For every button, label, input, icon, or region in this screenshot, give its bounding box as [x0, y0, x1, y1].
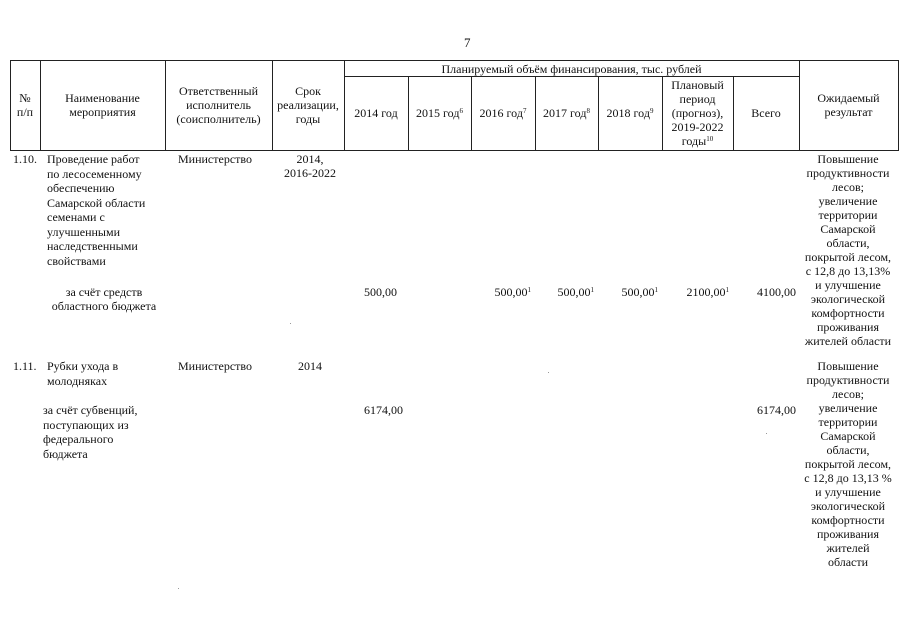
- header-name: Наименование мероприятия: [65, 91, 140, 119]
- header-financing-group: Планируемый объём финансирования, тыс. рублей: [441, 62, 702, 76]
- row-1-10-2018: 500,00$^1$: [621, 285, 658, 299]
- header-total: Всего: [751, 106, 781, 120]
- scan-speck: [548, 372, 549, 373]
- row-1-10-2016: 500,00$^1$: [494, 285, 531, 299]
- table-top-border: [10, 60, 899, 61]
- row-1-11-source: за счёт субвенций, поступающих из федерального бюджета: [43, 403, 138, 461]
- row-1-10-source: за счёт средств областного бюджета: [51, 285, 157, 313]
- row-1-11-2014: 6174,00: [364, 403, 403, 417]
- row-1-11-term: 2014: [298, 359, 322, 373]
- row-1-10-name: Проведение работ по лесосеменному обеспечению Самарской области семенами с улучшенными наследственными свойствами: [47, 152, 146, 268]
- header-2015: 2015 год$^6$: [416, 106, 463, 120]
- row-1-11-responsible: Министерство: [178, 359, 252, 373]
- header-term: Срок реализации, годы: [277, 84, 339, 126]
- header-2017: 2017 год$^8$: [543, 106, 590, 120]
- row-1-10-2017: 500,00$^1$: [557, 285, 594, 299]
- row-1-10-2014: 500,00: [364, 285, 397, 299]
- header-responsible: Ответственный исполнитель (соисполнитель): [176, 84, 261, 126]
- header-2018: 2018 год$^9$: [606, 106, 654, 120]
- scan-speck: [178, 588, 179, 589]
- scan-speck: [290, 323, 291, 324]
- financing-group-divider: [344, 76, 799, 77]
- header-result: Ожидаемый результат: [817, 91, 880, 119]
- row-1-11-num: 1.11.: [13, 359, 37, 373]
- row-1-10-term: 2014, 2016-2022: [284, 152, 336, 180]
- header-num: № п/п: [16, 91, 34, 119]
- header-2016: 2016 год$^7$: [479, 106, 527, 120]
- row-1-10-responsible: Министерство: [178, 152, 252, 166]
- header-2014: 2014 год: [354, 106, 398, 120]
- row-1-10-total: 4100,00: [757, 285, 796, 299]
- row-1-10-num: 1.10.: [13, 152, 37, 166]
- row-1-11-name: Рубки ухода в молодняках: [47, 359, 119, 388]
- table-right-border: [898, 60, 899, 151]
- page-number: 7: [464, 35, 471, 50]
- row-1-10-plan: 2100,00$^1$: [686, 285, 729, 299]
- row-1-10-result: Повышение продуктивности лесов; увеличение территории Самарской области, покрытой лесом, с 12,8 до 13,13% и улучшение экологической комфортности проживания жителей области: [804, 152, 892, 348]
- row-1-11-total: 6174,00: [757, 403, 796, 417]
- header-plan-period: Плановый период (прогноз), 2019-2022 годы$^{10}$: [671, 78, 724, 148]
- scan-speck: [766, 433, 767, 434]
- header-bottom-border: [10, 150, 899, 151]
- row-1-11-result: Повышение продуктивности лесов; увеличение территории Самарской области, покрытой лесом, с 12,8 до 13,13 % и улучшение экологической комфортности проживания жителей области: [804, 359, 892, 569]
